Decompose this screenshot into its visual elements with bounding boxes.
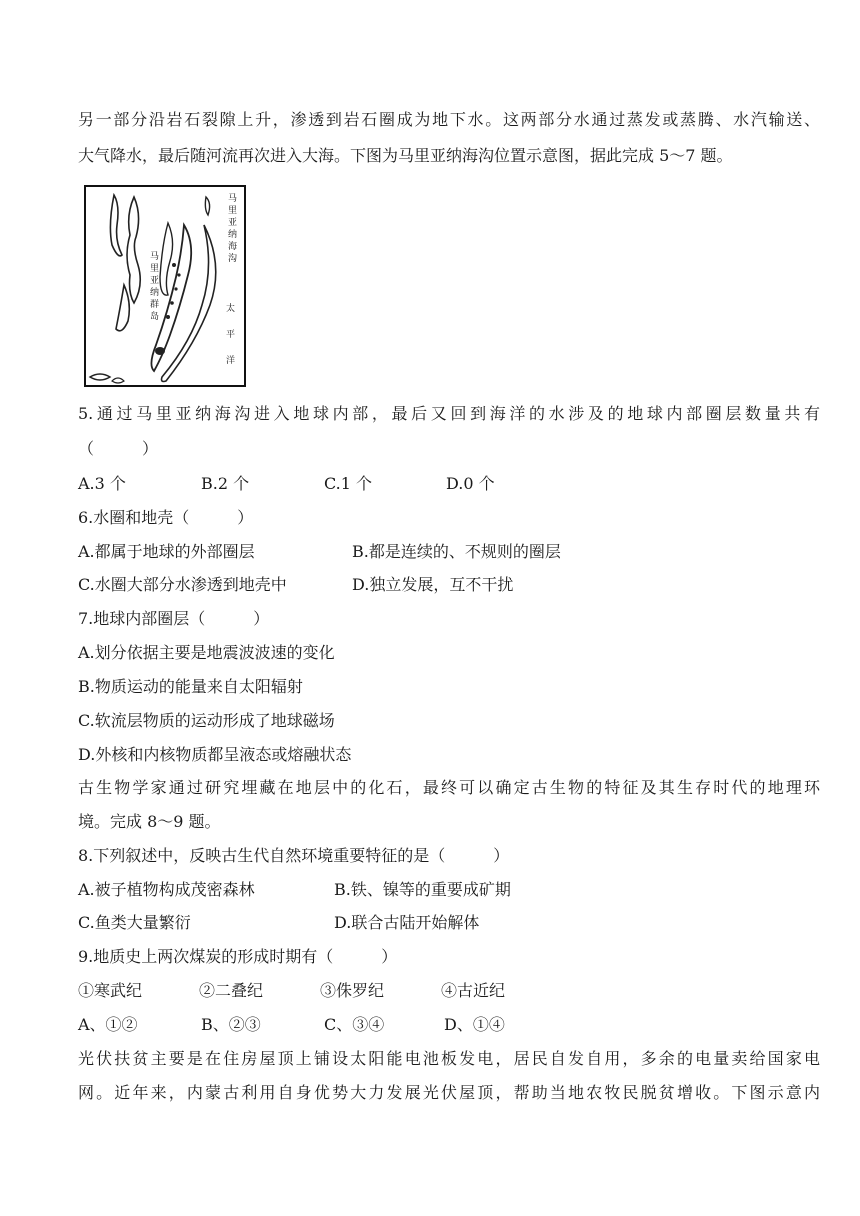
- trench-label-char: 马: [228, 194, 238, 204]
- q8-option-c[interactable]: C.鱼类大量繁衍: [78, 913, 191, 932]
- trench-label-char: 海: [228, 242, 238, 252]
- q5-option-c[interactable]: C.1 个: [324, 474, 373, 493]
- q7-stem: 7.地球内部圈层（ ）: [78, 609, 270, 628]
- q7-option-b[interactable]: B.物质运动的能量来自太阳辐射: [78, 677, 303, 696]
- trench-label-char: 沟: [228, 254, 238, 264]
- islands-label-char: 亚: [150, 276, 160, 286]
- q9-option-a[interactable]: A、①②: [78, 1015, 138, 1034]
- islands-label-char: 纳: [150, 288, 160, 298]
- q5-option-a[interactable]: A.3 个: [78, 474, 126, 493]
- q9-item-1: ①寒武纪: [78, 981, 143, 1000]
- intro-line-2: 大气降水，最后随河流再次进入大海。下图为马里亚纳海沟位置示意图，据此完成 5～7 题。: [78, 146, 733, 165]
- q7-option-c[interactable]: C.软流层物质的运动形成了地球磁场: [78, 711, 335, 730]
- ocean-label-char: 洋: [226, 356, 236, 366]
- q6-stem: 6.水圈和地壳（ ）: [78, 508, 254, 527]
- q9-option-b[interactable]: B、②③: [201, 1015, 261, 1034]
- q9-item-2: ②二叠纪: [199, 981, 264, 1000]
- trench-label-char: 里: [228, 206, 238, 216]
- islands-label-char: 里: [150, 264, 160, 274]
- trench-label-char: 纳: [228, 230, 238, 240]
- trench-label-char: 亚: [228, 218, 238, 228]
- passage3-line-2: 网。近年来，内蒙古利用自身优势大力发展光伏屋顶，帮助当地农牧民脱贫增收。下图示意内: [78, 1083, 820, 1102]
- q9-option-c[interactable]: C、③④: [324, 1015, 385, 1034]
- q5-stem-line-1: 5.通过马里亚纳海沟进入地球内部，最后又回到海洋的水涉及的地球内部圈层数量共有: [78, 404, 820, 423]
- q7-option-d[interactable]: D.外核和内核物质都呈液态或熔融状态: [78, 745, 352, 764]
- q8-option-b[interactable]: B.铁、镍等的重要成矿期: [334, 880, 511, 899]
- q5-option-d[interactable]: D.0 个: [446, 474, 495, 493]
- mariana-trench-map: [84, 185, 246, 387]
- q8-stem: 8.下列叙述中，反映古生代自然环境重要特征的是（ ）: [78, 846, 510, 865]
- q5-stem-line-2: （ ）: [78, 439, 159, 458]
- q6-option-c[interactable]: C.水圈大部分水渗透到地壳中: [78, 575, 287, 594]
- q9-item-4: ④古近纪: [441, 981, 506, 1000]
- passage2-line-2: 境。完成 8～9 题。: [78, 812, 221, 831]
- passage3-line-1: 光伏扶贫主要是在住房屋顶上铺设太阳能电池板发电，居民自发自用，多余的电量卖给国家电: [78, 1049, 820, 1068]
- q9-stem: 9.地质史上两次煤炭的形成时期有（ ）: [78, 947, 398, 966]
- islands-label-char: 马: [150, 252, 160, 262]
- passage2-line-1: 古生物学家通过研究埋藏在地层中的化石，最终可以确定古生物的特征及其生存时代的地理环: [78, 778, 820, 797]
- q6-option-a[interactable]: A.都属于地球的外部圈层: [78, 542, 255, 561]
- q8-option-d[interactable]: D.联合古陆开始解体: [334, 913, 480, 932]
- islands-label-char: 岛: [150, 312, 160, 322]
- ocean-label-char: 太: [226, 304, 236, 314]
- ocean-label-char: 平: [226, 330, 236, 340]
- q9-item-3: ③侏罗纪: [320, 981, 385, 1000]
- q6-option-d[interactable]: D.独立发展，互不干扰: [352, 575, 514, 594]
- islands-label-char: 群: [150, 300, 160, 310]
- q6-option-b[interactable]: B.都是连续的、不规则的圈层: [352, 542, 561, 561]
- q9-option-d[interactable]: D、①④: [444, 1015, 505, 1034]
- q7-option-a[interactable]: A.划分依据主要是地震波波速的变化: [78, 643, 335, 662]
- intro-line-1: 另一部分沿岩石裂隙上升，渗透到岩石圈成为地下水。这两部分水通过蒸发或蒸腾、水汽输送、: [78, 110, 820, 129]
- q8-option-a[interactable]: A.被子植物构成茂密森林: [78, 880, 255, 899]
- q5-option-b[interactable]: B.2 个: [201, 474, 250, 493]
